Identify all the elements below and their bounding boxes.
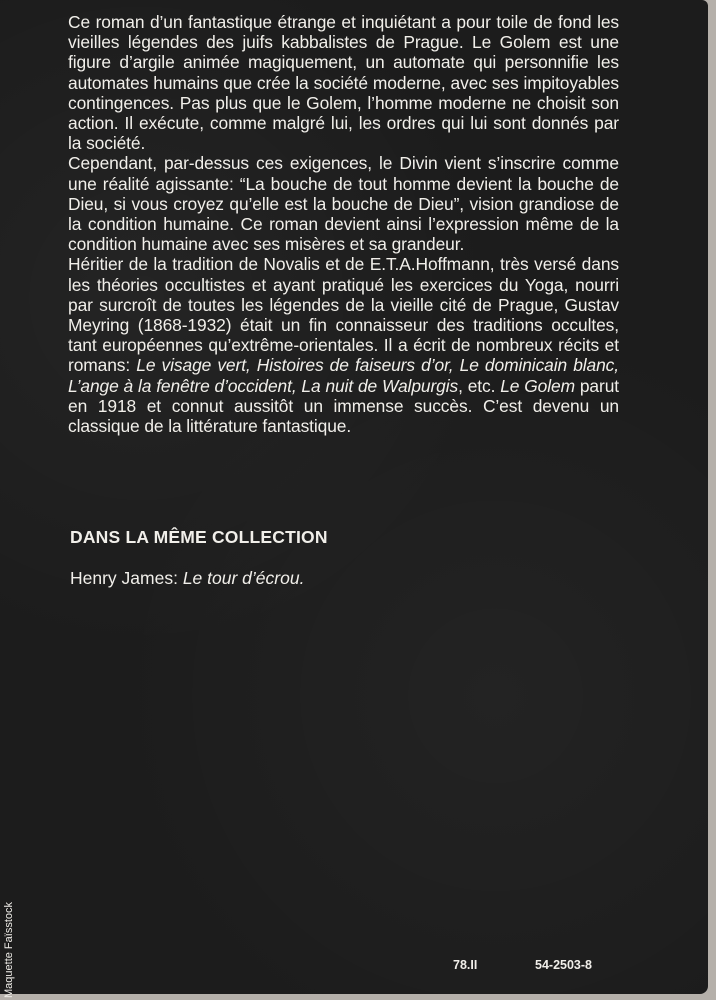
design-credit: Maquette Faïsstock (3, 902, 15, 998)
golem-title: Le Golem (500, 375, 575, 396)
isbn-code: 54-2503-8 (535, 958, 592, 972)
blurb-paragraph-3-start: Héritier de la tradition de Novalis et de E.T.A.Hoffmann, très versé dans les théories occultistes et ayant pratiqué les exercices du Yoga, nourri par surcroît de toutes les légendes de la vieille cité de Prague, Gustav Meyring (1868-1932) était un fin connaisseur des traditions occultes, tant européennes qu’extrême-orientales. Il a écrit de nombreux récits et romans: (68, 254, 619, 376)
collection-separator: : (173, 568, 183, 588)
blurb-paragraph-2: Cependant, par-dessus ces exigences, le Divin vient s’inscrire comme une réalité agissante: “La bouche de tout homme devient la bouche de Dieu, si vous croyez qu’elle est la bouche de Dieu”, vision grandiose de la condition humaine. Ce roman devient ainsi l’expression même de la condition humaine avec ses misères et sa grandeur. (68, 153, 619, 255)
collection-author: Henry James (70, 568, 174, 588)
collection-heading: DANS LA MÊME COLLECTION (70, 527, 328, 547)
works-list: Le visage vert, Histoires de faiseurs d’or, Le dominicain blanc, L’ange à la fenêtre d’occident, La nuit de Walpurgis (68, 355, 620, 396)
blurb-paragraph-1: Ce roman d’un fantastique étrange et inquiétant a pour toile de fond les vieilles légendes des juifs kabbalistes de Prague. Le Golem est une figure d’argile animée magiquement, un automate qui personnifie les automates humains que crée la société moderne, avec ses impitoyables contingences. Pas plus que le Golem, l’homme moderne ne choisit son action. Il exécute, comme malgré lui, les ordres qui lui sont donnés par la société. (68, 12, 619, 154)
works-etc: , etc. (458, 375, 496, 396)
collection-title: Le tour d’écrou. (182, 568, 305, 588)
blurb-paragraph-3 (68, 254, 619, 436)
blurb-text (68, 12, 619, 436)
catalog-code: 78.II (453, 958, 478, 972)
collection-entry (70, 568, 304, 589)
golem-sentence: parut en 1918 et connut aussitôt un immense succès. C’est devenu un classique de la littérature fantastique. (68, 375, 619, 437)
